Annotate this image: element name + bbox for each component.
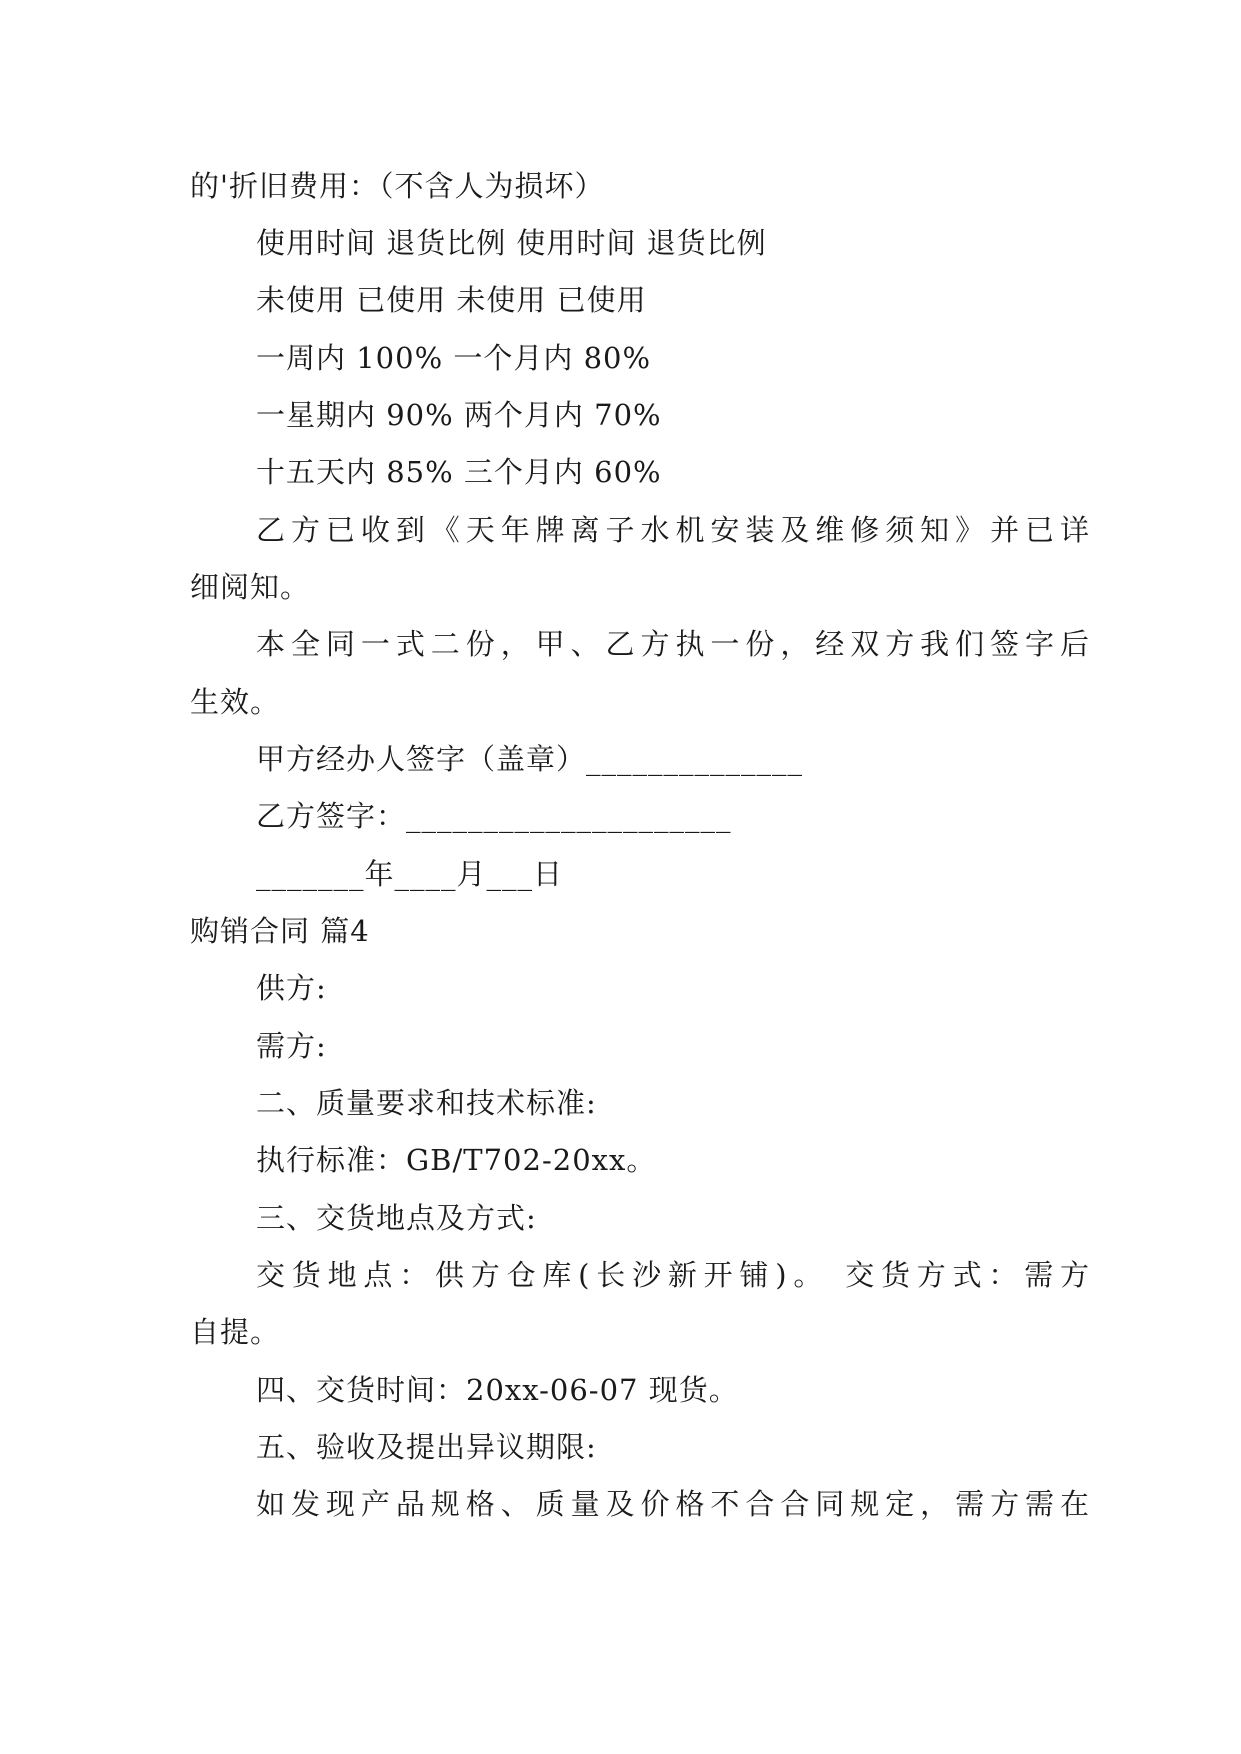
clause-heading: 二、质量要求和技术标准: — [256, 1086, 597, 1120]
supplier-line: 供方: — [256, 971, 327, 1005]
paragraph-line: 细阅知。 — [190, 570, 311, 604]
text-line: 的'折旧费用：（不含人为损坏） — [190, 169, 605, 203]
clause-heading: 三、交货地点及方式: — [256, 1201, 537, 1235]
buyer-line: 需方: — [256, 1029, 327, 1063]
table-row: 一周内 100% 一个月内 80% — [256, 341, 652, 375]
clause-heading: 五、验收及提出异议期限: — [256, 1430, 597, 1464]
party-b-signature-line: 乙方签字：_____________________ — [256, 799, 732, 833]
clause-heading: 四、交货时间：20xx-06-07 现货。 — [256, 1373, 739, 1407]
paragraph-line: 本全同一式二份，甲、乙方执一份，经双方我们签字后 — [256, 627, 1090, 661]
paragraph-line: 如发现产品规格、质量及价格不合合同规定，需方需在 — [256, 1487, 1090, 1521]
table-row: 十五天内 85% 三个月内 60% — [256, 455, 662, 489]
paragraph-line: 自提。 — [190, 1315, 281, 1349]
date-line: _______年____月___日 — [256, 857, 564, 891]
paragraph-line: 生效。 — [190, 685, 281, 719]
table-subheader-line: 未使用 已使用 未使用 已使用 — [256, 283, 647, 317]
table-row: 一星期内 90% 两个月内 70% — [256, 398, 662, 432]
table-header-line: 使用时间 退货比例 使用时间 退货比例 — [256, 226, 767, 260]
paragraph-line: 乙方已收到《天年牌离子水机安装及维修须知》并已详 — [256, 513, 1090, 547]
party-a-signature-line: 甲方经办人签字（盖章）______________ — [256, 742, 804, 776]
section-heading: 购销合同 篇4 — [190, 914, 370, 948]
paragraph-line: 交货地点：供方仓库(长沙新开铺)。 交货方式：需方 — [256, 1258, 1090, 1292]
paragraph-line: 执行标准：GB/T702-20xx。 — [256, 1143, 657, 1177]
